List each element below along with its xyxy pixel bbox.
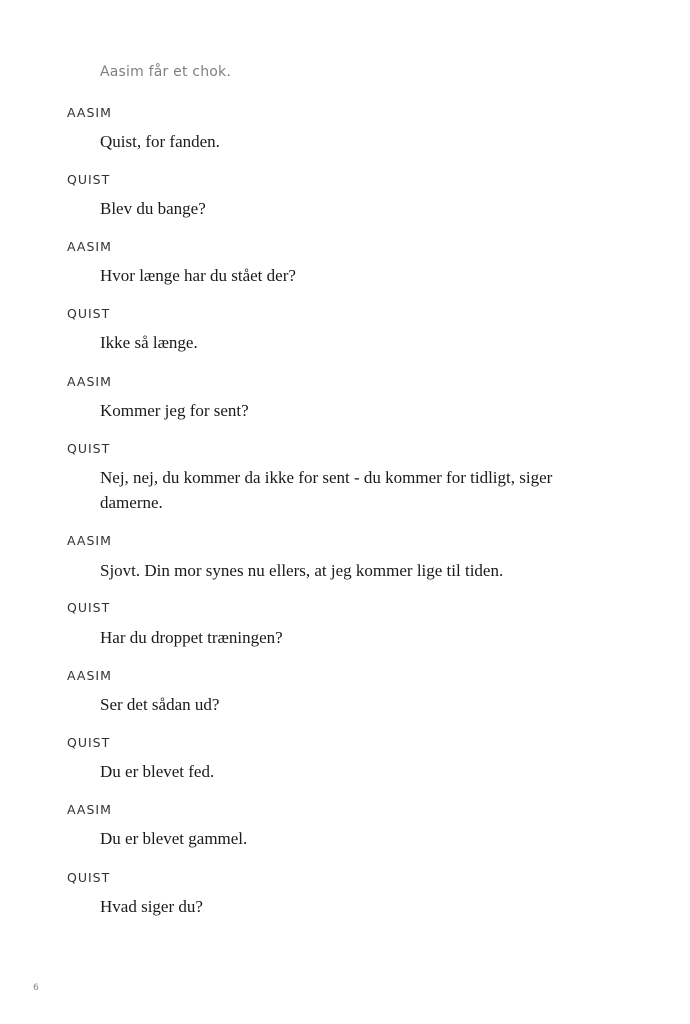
dialogue-line: Blev du bange? bbox=[100, 199, 206, 218]
dialogue-line: Hvor længe har du stået der? bbox=[100, 266, 296, 285]
dialogue-line: Har du droppet træningen? bbox=[100, 628, 283, 647]
dialogue-line: Sjovt. Din mor synes nu ellers, at jeg kommer lige til tiden. bbox=[100, 561, 504, 580]
speaker-name: AASIM bbox=[67, 802, 112, 817]
dialogue-line: Hvad siger du? bbox=[100, 897, 203, 916]
dialogue-line: Ikke så længe. bbox=[100, 333, 198, 352]
speaker-name: AASIM bbox=[67, 374, 112, 389]
dialogue-line: Du er blevet gammel. bbox=[100, 829, 248, 848]
dialogue-line: Ser det sådan ud? bbox=[100, 695, 220, 714]
speaker-name: AASIM bbox=[67, 239, 112, 254]
speaker-name: AASIM bbox=[67, 105, 112, 120]
dialogue-line: Nej, nej, du kommer da ikke for sent - du kommer for tidligt, siger damerne. bbox=[100, 468, 553, 512]
speaker-name: QUIST bbox=[67, 306, 111, 321]
speaker-name: QUIST bbox=[67, 735, 111, 750]
page-number: 6 bbox=[33, 983, 39, 993]
speaker-name: AASIM bbox=[67, 668, 112, 683]
dialogue-line: Du er blevet fed. bbox=[100, 762, 215, 781]
speaker-name: QUIST bbox=[67, 441, 111, 456]
stage-direction: Aasim får et chok. bbox=[100, 64, 231, 80]
speaker-name: QUIST bbox=[67, 870, 111, 885]
dialogue-line: Kommer jeg for sent? bbox=[100, 401, 249, 420]
speaker-name: QUIST bbox=[67, 172, 111, 187]
dialogue-line: Quist, for fanden. bbox=[100, 132, 220, 151]
speaker-name: AASIM bbox=[67, 533, 112, 548]
speaker-name: QUIST bbox=[67, 600, 111, 615]
